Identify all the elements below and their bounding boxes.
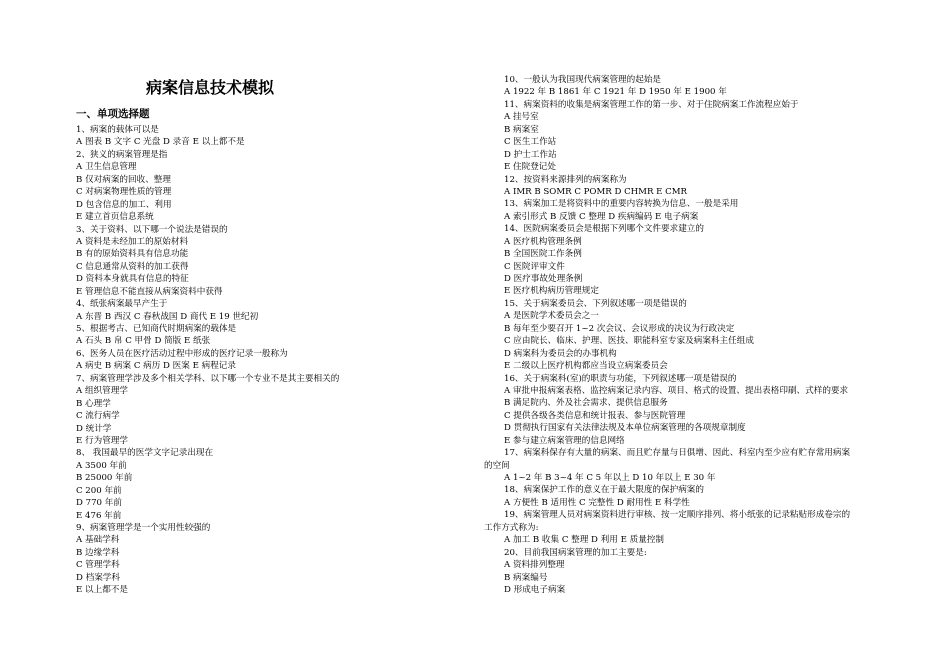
- text-line: D 贯彻执行国家有关法律法规及本单位病案管理的各项规章制度: [504, 423, 746, 434]
- text-line: A 图表 B 文字 C 光盘 D 录音 E 以上都不是: [76, 137, 245, 148]
- text-line: B 边缘学科: [76, 547, 120, 558]
- text-line: D 包含信息的加工、利用: [76, 199, 172, 210]
- text-line: B 病案编号: [504, 572, 548, 583]
- text-line: C 应由院长、临床、护理、医技、职能科室专家及病案科主任组成: [504, 336, 754, 347]
- text-line: A 审批申报病案表格、监控病案记录内容、项目、格式的设置、提出表格印刷、式样的要求: [504, 385, 849, 396]
- text-line: E 参与建立病案管理的信息网络: [504, 435, 625, 446]
- text-line: A 资料排列整理: [504, 560, 565, 571]
- text-line: A 加工 B 收集 C 整理 D 利用 E 质量控制: [504, 535, 664, 546]
- text-line: C 对病案物理性质的管理: [76, 187, 172, 198]
- text-line: D 形成电子病案: [504, 584, 566, 595]
- text-line: A 1~2 年 B 3~4 年 C 5 年以上 D 10 年以上 E 30 年: [504, 473, 716, 483]
- text-line: C 管理学科: [76, 560, 120, 571]
- text-line: 10、一般认为我国现代病案管理的起始是: [504, 75, 662, 85]
- text-line: A 索引形式 B 反馈 C 整理 D 疾病编码 E 电子病案: [504, 211, 699, 222]
- text-line: A 是医院学术委员会之一: [504, 311, 599, 322]
- text-line: 4、纸张病案最早产生于: [76, 299, 168, 310]
- text-line: 20、目前我国病案管理的加工主要是:: [504, 547, 647, 558]
- section-heading: 一、单项选择题: [76, 108, 150, 120]
- text-line: C 信息通常从资料的加工获得: [76, 261, 189, 272]
- text-line: E 建立首页信息系统: [76, 212, 154, 223]
- text-line: 6、医务人员在医疗活动过程中形成的医疗记录一般称为: [76, 348, 288, 359]
- text-line: E 医疗机构病历管理规定: [504, 286, 599, 297]
- text-line: A IMR B SOMR C POMR D CHMR E CMR: [504, 186, 687, 197]
- text-line: 15、关于病案委员会、下列叙述哪一项是错误的: [504, 298, 687, 309]
- text-line: A 卫生信息管理: [76, 162, 137, 173]
- text-line: 3、关于资料、以下哪一个说法是错误的: [76, 224, 228, 235]
- text-line: 12、按资料来源排列的病案称为: [504, 174, 627, 185]
- text-line: D 统计学: [76, 423, 112, 434]
- text-line: D 档案学科: [76, 572, 120, 583]
- text-line: 的空间: [484, 460, 510, 471]
- text-line: 5、根据考古、已知商代时期病案的载体是: [76, 324, 237, 334]
- text-line: 1、病案的载体可以是: [76, 125, 159, 135]
- text-line: B 有的原始资料具有信息功能: [76, 249, 189, 260]
- text-line: E 住院登记处: [504, 162, 556, 173]
- text-line: B 病案室: [504, 124, 539, 135]
- text-line: 13、病案加工是将资料中的重要内容转换为信息、一般是采用: [504, 199, 739, 210]
- text-line: A 基础学科: [76, 535, 120, 546]
- text-line: D 病案科为委员会的办事机构: [504, 348, 617, 359]
- text-line: A 资料是未经加工的原始材料: [76, 236, 189, 247]
- text-line: C 医生工作站: [504, 137, 557, 148]
- text-line: A 病史 B 病案 C 病历 D 医案 E 病程记录: [76, 361, 236, 372]
- text-line: A 3500 年前: [76, 460, 127, 471]
- text-line: B 全国医院工作条例: [504, 249, 582, 260]
- text-line: 17、病案科保存有大量的病案、而且贮存量与日俱增、因此、科室内至少应有贮存常用病案: [504, 448, 851, 459]
- text-line: C 流行病学: [76, 411, 120, 422]
- text-line: A 方便性 B 适用性 C 完整性 D 耐用性 E 科学性: [504, 497, 690, 508]
- text-line: A 1922 年 B 1861 年 C 1921 年 D 1950 年 E 1900 年: [504, 87, 727, 98]
- text-line: C 200 年前: [76, 485, 122, 496]
- text-line: A 组织管理学: [76, 386, 128, 397]
- text-line: E 二级以上医疗机构都应当设立病案委员会: [504, 361, 668, 372]
- text-line: B 每年至少要召开 1~2 次会议、会议形成的决议为行政决定: [504, 323, 735, 334]
- text-line: B 心理学: [76, 398, 111, 409]
- document-title: 病案信息技术模拟: [145, 78, 274, 97]
- text-line: 8、 我国最早的医学文字记录出现在: [76, 448, 214, 459]
- text-line: 7、病案管理学涉及多个相关学科、以下哪一个专业不是其主要相关的: [76, 373, 340, 384]
- text-line: D 资料本身就具有信息的特征: [76, 274, 189, 285]
- text-line: A 医疗机构管理条例: [504, 236, 582, 247]
- text-line: C 提供各级各类信息和统计报表、参与医院管理: [504, 410, 686, 421]
- text-line: 工作方式称为:: [484, 522, 539, 533]
- text-line: D 医疗事故处理条例: [504, 274, 583, 284]
- left-column: [76, 124, 406, 597]
- text-line: 2、狭义的病案管理是指: [76, 149, 168, 160]
- text-line: 18、病案保护工作的意义在于最大限度的保护病案的: [504, 485, 704, 496]
- text-line: B 仅对病案的回收、整理: [76, 174, 171, 185]
- text-line: 9、病案管理学是一个实用性较强的: [76, 523, 211, 533]
- text-line: 11、病案资料的收集是病案管理工作的第一步、对于住院病案工作流程应始于: [504, 99, 799, 110]
- text-line: 16、关于病案科(室)的职责与功能，下列叙述哪一项是错误的: [504, 373, 737, 384]
- text-line: A 石头 B 帛 C 甲骨 D 简版 E 纸张: [76, 336, 211, 347]
- text-line: A 东晋 B 西汉 C 春秋战国 D 商代 E 19 世纪初: [76, 311, 259, 322]
- text-line: E 476 年前: [76, 510, 122, 521]
- text-line: 14、医院病案委员会是根据下列哪个文件要求建立的: [504, 224, 704, 235]
- right-column: [484, 74, 904, 596]
- text-line: E 行为管理学: [76, 435, 128, 446]
- text-line: D 护士工作站: [504, 149, 557, 160]
- text-line: E 以上都不是: [76, 585, 128, 596]
- text-line: C 医院评审文件: [504, 261, 565, 272]
- text-line: B 25000 年前: [76, 473, 133, 484]
- text-line: E 管理信息不能直接从病案资料中获得: [76, 286, 223, 297]
- text-line: D 770 年前: [76, 498, 122, 509]
- text-line: A 挂号室: [504, 112, 539, 123]
- text-line: B 满足院内、外及社会需求、提供信息服务: [504, 398, 668, 409]
- text-line: 19、病案管理人员对病案资料进行审核、按一定顺序排列、将小纸张的记录粘贴形成卷宗的: [504, 510, 851, 521]
